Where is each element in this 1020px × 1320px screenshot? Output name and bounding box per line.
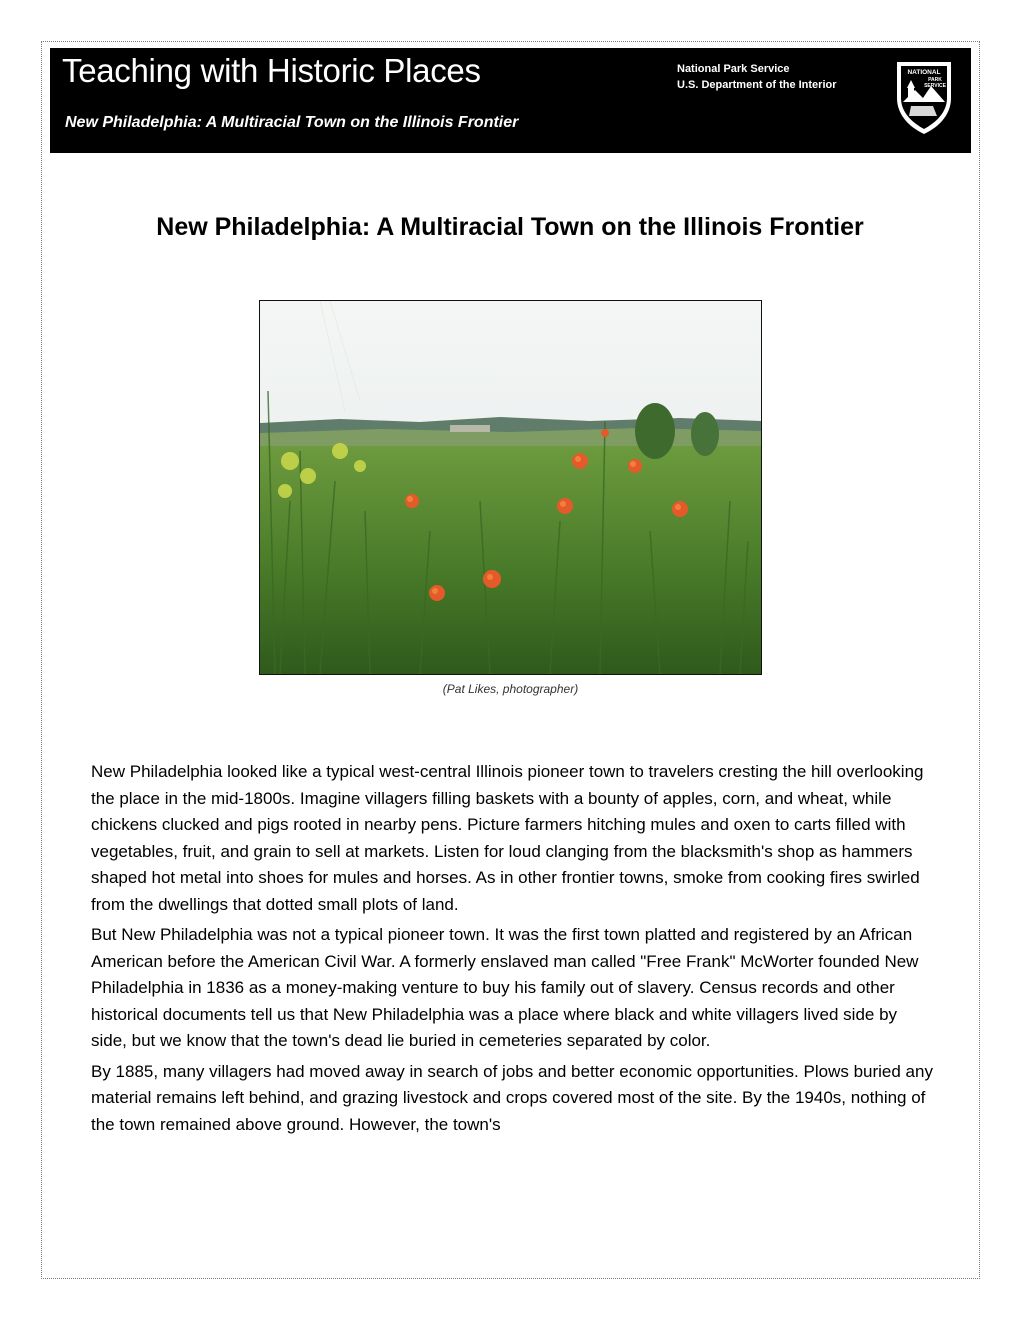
paragraph: But New Philadelphia was not a typical pioneer town. It was the first town platted and registered by an African American before the American Civil War. A formerly enslaved man called "Free Frank" McWorter founded New Philadelphia in 1836 as a money-making venture to buy his family out of slavery. Census records and other historical documents tell us that New Philadelphia was a place where black and white villagers lived side by side, but we know that the town's dead lie buried in cemeteries separated by color. [91, 925, 919, 1050]
logo-text-national: NATIONAL [907, 69, 941, 76]
agency-department: U.S. Department of the Interior [677, 79, 837, 91]
banner-title: Teaching with Historic Places [62, 52, 481, 89]
page-title: New Philadelphia: A Multiracial Town on the Illinois Frontier [156, 212, 864, 241]
photo-caption: (Pat Likes, photographer) [442, 682, 579, 696]
header-banner [50, 48, 971, 153]
nps-arrowhead-logo [893, 58, 955, 136]
logo-text-service: SERVICE [924, 83, 946, 89]
prairie-photo [259, 300, 762, 675]
banner-subtitle: New Philadelphia: A Multiracial Town on the Illinois Frontier [65, 114, 519, 131]
logo-text-park: PARK [928, 77, 942, 83]
paragraph: New Philadelphia looked like a typical west-central Illinois pioneer town to travelers cresting the hill overlooking the place in the mid-1800s. Imagine villagers filling baskets with a bounty of apples, corn, and wheat, while chickens clucked and pigs rooted in nearby pens. Picture farmers hitching mules and oxen to carts filled with vegetables, fruit, and grain to sell at markets. Listen for loud clanging from the blacksmith's shop as hammers shaped hot metal into shoes for mules and horses. As in other frontier towns, smoke from cooking fires swirled from the dwellings that dotted small plots of land. [91, 762, 924, 914]
agency-name: National Park Service [677, 63, 790, 75]
article-body [91, 759, 936, 1142]
paragraph: By 1885, many villagers had moved away in search of jobs and better economic opportunities. Plows buried any material remains left behind, and grazing livestock and crops covered most of the site. By the 1940s, nothing of the town remained above ground. However, the town's [91, 1061, 933, 1134]
